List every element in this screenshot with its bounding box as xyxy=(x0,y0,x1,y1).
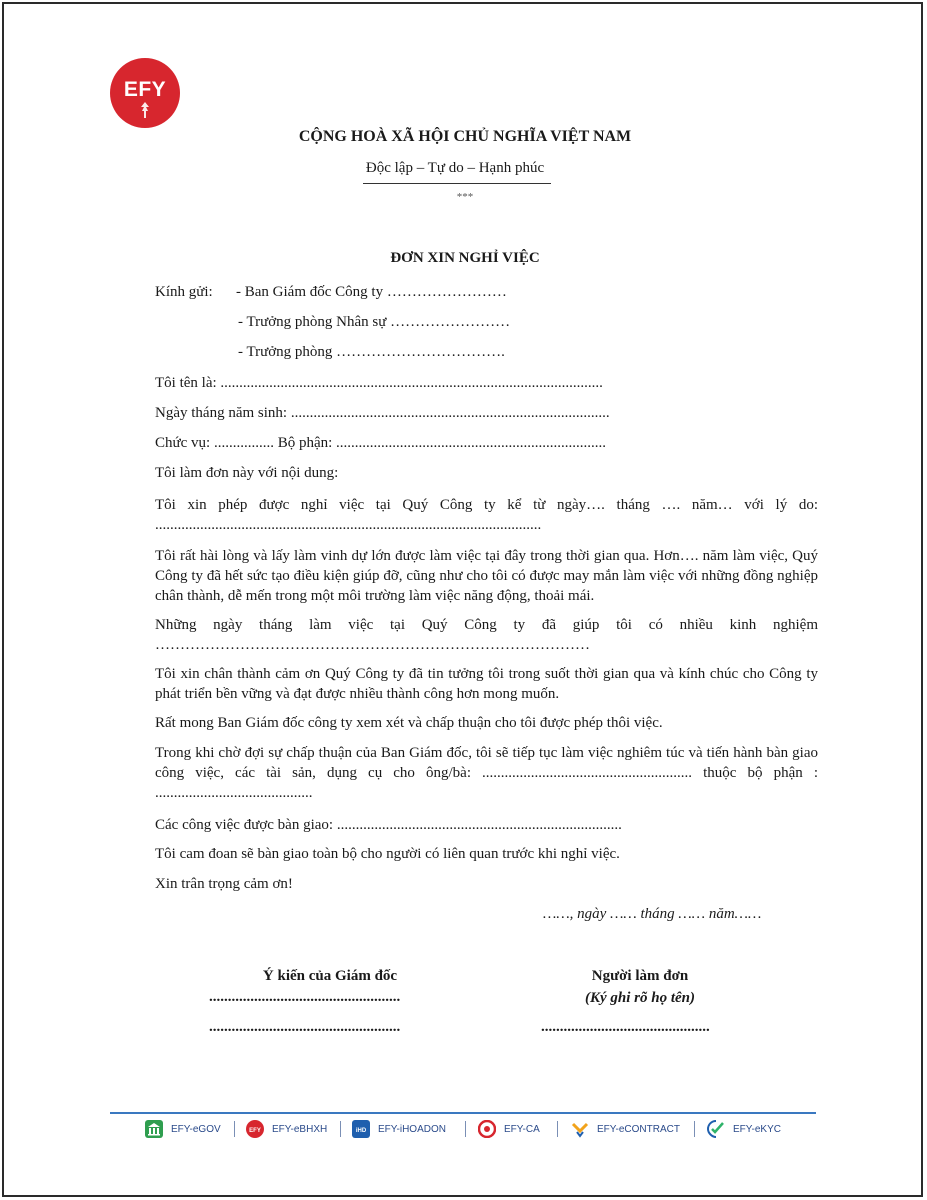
applicant-title: Người làm đơn xyxy=(591,968,689,984)
footer-label-ca: EFY-CA xyxy=(504,1123,540,1135)
footer-separator xyxy=(694,1121,695,1137)
nation-title: CỘNG HOÀ XÃ HỘI CHỦ NGHĨA VIỆT NAM xyxy=(298,128,632,145)
footer-separator xyxy=(234,1121,235,1137)
footer-separator xyxy=(557,1121,558,1137)
intro-text: Tôi làm đơn này với nội dung: xyxy=(155,465,339,481)
director-line-2: ................................................... xyxy=(209,1019,401,1035)
applicant-subtitle: (Ký ghi rõ họ tên) xyxy=(584,990,695,1006)
recipient-label: Kính gửi: xyxy=(155,284,213,300)
verify-check-icon xyxy=(707,1120,725,1138)
paragraph-gratitude: Tôi rất hài lòng và lấy làm vinh dự lớn được làm việc tại đây trong thời gian qua. Hơn…. năm làm việc, Quý Công ty đã hết sức tạo điều kiện giúp đỡ, cũng như cho tôi có được may mắn làm việc với những đồng nghiệp chân thành, dễ mến trong một môi trường làm việc năng động, thoải mái. xyxy=(155,548,818,604)
footer-item-econtract xyxy=(571,1118,680,1140)
footer-separator xyxy=(340,1121,341,1137)
position-field: Chức vụ: ................ Bộ phận: ........................................................................ xyxy=(155,435,607,451)
motto-underline xyxy=(363,183,551,184)
footer-label-ebhxh: EFY-eBHXH xyxy=(272,1123,328,1135)
footer-item-ca xyxy=(478,1118,540,1140)
recipient-line-3: - Trưởng phòng ……………………………. xyxy=(238,344,505,360)
document-title: ĐƠN XIN NGHỈ VIỆC xyxy=(390,250,540,266)
paragraph-handover: Trong khi chờ đợi sự chấp thuận của Ban Giám đốc, tôi sẽ tiếp tục làm việc nghiêm túc và tiến hành bàn giao công việc, các tài sản, dụng cụ cho ông/bà: ........................................................ thuộc bộ phận : .......................................... xyxy=(155,745,818,801)
director-opinion-title: Ý kiến của Giám đốc xyxy=(262,968,398,984)
efy-logo xyxy=(110,58,180,128)
paragraph-commitment: Tôi cam đoan sẽ bàn giao toàn bộ cho người có liên quan trước khi nghỉ việc. xyxy=(155,846,620,862)
footer-label-ihoadon: EFY-iHOADON xyxy=(378,1123,446,1135)
government-building-icon xyxy=(145,1120,163,1138)
footer-label-egov: EFY-eGOV xyxy=(171,1123,221,1135)
paragraph-closing: Xin trân trọng cảm ơn! xyxy=(155,876,293,892)
footer-label-ekyc: EFY-eKYC xyxy=(733,1123,781,1135)
certificate-icon xyxy=(478,1120,496,1138)
dob-field: Ngày tháng năm sinh: ..................................................................................... xyxy=(155,405,610,421)
svg-text:EFY: EFY xyxy=(249,1128,261,1134)
paragraph-request: Rất mong Ban Giám đốc công ty xem xét và chấp thuận cho tôi được phép thôi việc. xyxy=(155,715,663,731)
invoice-icon xyxy=(352,1120,370,1138)
paragraph-leave-date: Tôi xin phép được nghỉ việc tại Quý Công ty kể từ ngày…. tháng …. năm… với lý do: ....................................................................................................... xyxy=(155,497,818,533)
applicant-signature-line: ............................................. xyxy=(541,1019,710,1035)
footer-separator xyxy=(465,1121,466,1137)
efy-logo-icon xyxy=(246,1120,264,1138)
separator-stars: *** xyxy=(456,191,474,203)
footer-item-ebhxh xyxy=(246,1118,327,1140)
svg-text:iHD: iHD xyxy=(355,1128,367,1134)
contract-icon xyxy=(571,1120,589,1138)
motto: Độc lập – Tự do – Hạnh phúc xyxy=(365,160,545,176)
date-line: ……, ngày …… tháng …… năm…… xyxy=(543,906,762,922)
recipient-line-2: - Trưởng phòng Nhân sự …………………… xyxy=(238,314,511,330)
recipient-line-1: - Ban Giám đốc Công ty …………………… xyxy=(236,284,507,300)
paragraph-thanks: Tôi xin chân thành cảm ơn Quý Công ty đã tin tưởng tôi trong suốt thời gian qua và kính chúc cho Công ty phát triển bền vững và đạt được nhiều thành công hơn mong muốn. xyxy=(155,666,818,702)
logo-tree-icon xyxy=(141,102,149,118)
footer-item-ihoadon xyxy=(352,1118,446,1140)
footer-rule xyxy=(110,1112,816,1114)
footer-item-ekyc xyxy=(707,1118,781,1140)
name-field: Tôi tên là: ...................................................................................................... xyxy=(155,375,603,391)
footer-item-egov xyxy=(145,1118,221,1140)
footer-label-econtract: EFY-eCONTRACT xyxy=(597,1123,680,1135)
paragraph-experience: Những ngày tháng làm việc tại Quý Công ty đã giúp tôi có nhiều kinh nghiệm …………………………………………………………………………… xyxy=(155,617,818,653)
paragraph-handover-tasks: Các công việc được bàn giao: ............................................................................ xyxy=(155,817,622,833)
logo-text: EFY xyxy=(123,78,167,101)
director-line-1: ................................................... xyxy=(209,989,401,1005)
